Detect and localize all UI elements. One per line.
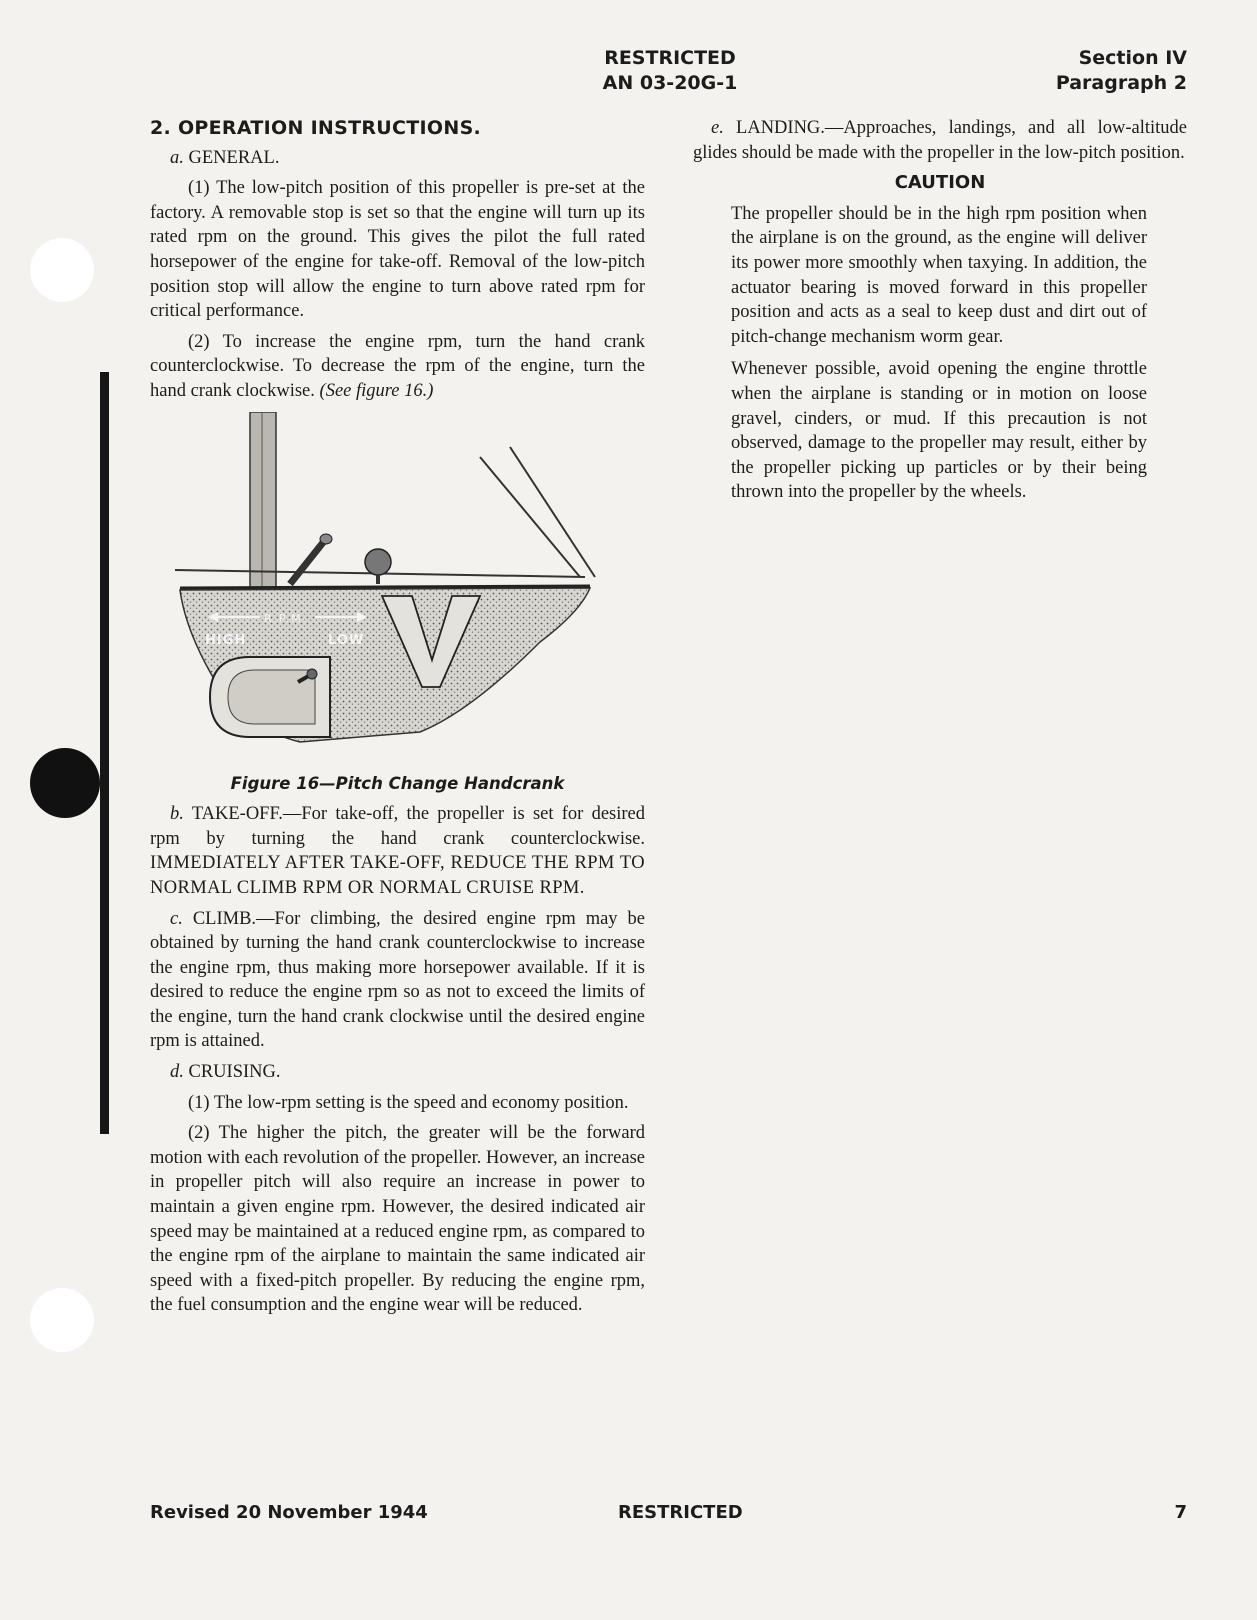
header-paragraph: Paragraph 2 (1055, 72, 1187, 94)
page-number: 7 (1174, 1502, 1187, 1523)
figure-caption: Figure 16—Pitch Change Handcrank (230, 773, 565, 793)
footer-revision-date: Revised 20 November 1944 (150, 1502, 428, 1523)
paragraph-b: b. TAKE-OFF.—For take-off, the propeller is set for desired rpm by turning the hand crank counterclockwise. IMMEDIATELY AFTER TAKE-OFF, REDUCE THE RPM TO NORMAL CLIMB RPM OR NORMAL CRUISE RPM. (150, 804, 646, 898)
figure-label-low: LOW (328, 632, 365, 648)
binder-hole-top (30, 238, 94, 302)
page-header-center (560, 46, 780, 96)
binder-hole-middle (30, 748, 100, 818)
figure-label-rpm: R.P.M. (264, 611, 309, 625)
paragraph-b-warning: IMMEDIATELY AFTER TAKE-OFF, REDUCE THE RPM TO NORMAL CLIMB RPM OR NORMAL CRUISE RPM. (150, 853, 645, 898)
paragraph-a2: (2) To increase the engine rpm, turn the hand crank counterclockwise. To decrease the rpm of the engine, turn the hand crank clockwise. (See figure 16.) (150, 331, 645, 401)
paragraph-d1: (1) The low-rpm setting is the speed and economy position. (188, 1092, 629, 1113)
paragraph-e: e. LANDING.—Approaches, landings, and all low-altitude glides should be made with the propeller in the low-pitch position. (693, 118, 1188, 163)
subsection-a-title: a. GENERAL. (170, 147, 280, 168)
header-classification: RESTRICTED (604, 47, 736, 69)
binder-spine-bar (100, 372, 109, 1134)
paragraph-c: c. CLIMB.—For climbing, the desired engine rpm may be obtained by turning the hand crank counterclockwise to increase the engine rpm, thus making more horsepower available. If it is desired to reduce the engine rpm so as not to exceed the limits of the engine, turn the hand crank clockwise until the desired engine rpm is attained. (150, 908, 646, 1052)
figure-reference: (See figure 16.) (319, 380, 434, 401)
handcrank-drawing (150, 412, 645, 772)
footer-classification: RESTRICTED (618, 1502, 743, 1523)
binder-hole-bottom (30, 1288, 94, 1352)
throttle-knob (365, 549, 391, 575)
right-column (693, 116, 1187, 513)
vertical-post (250, 412, 276, 597)
figure-16-illustration (150, 412, 645, 772)
left-column (150, 116, 645, 1324)
caution-paragraph-2: Whenever possible, avoid opening the engine throttle when the airplane is standing or in motion on loose gravel, cinders, or mud. If this precaution is not observed, damage to the propeller may result, either by the propeller picking up particles or by their being thrown into the propeller by the wheels. (731, 359, 1147, 503)
figure-label-high: HIGH (205, 632, 247, 648)
caution-paragraph-1: The propeller should be in the high rpm position when the airplane is on the ground, as the engine will deliver its power more smoothly when taxying. In addition, the actuator bearing is moved forward in this propeller position and acts as a seal to keep dust and dirt out of pitch-change mechanism worm gear. (731, 203, 1147, 347)
section-heading: 2. OPERATION INSTRUCTIONS. (150, 117, 482, 139)
header-section: Section IV (1078, 47, 1187, 69)
caution-title: CAUTION (894, 172, 986, 194)
subsection-d-title: d. CRUISING. (170, 1062, 281, 1083)
paragraph-a1: (1) The low-pitch position of this propeller is pre-set at the factory. A removable stop is set so that the engine will turn up its rated rpm on the ground. This gives the pilot the full rated horsepower of the engine for take-off. Removal of the low-pitch position stop will allow the engine to turn above rated rpm for critical performance. (150, 178, 645, 322)
header-document-number: AN 03-20G-1 (602, 72, 738, 94)
paragraph-d2: (2) The higher the pitch, the greater will be the forward motion with each revolution of the propeller. However, an increase in propeller pitch will also require an increase in power to maintain a given engine rpm. However, the desired indicated air speed may be maintained at a reduced engine rpm, as compared to the engine rpm of the airplane to maintain the same indicated air speed with a fixed-pitch propeller. By reducing the engine rpm, the fuel consumption and the engine wear will be reduced. (150, 1123, 645, 1316)
page-header-right (1056, 46, 1187, 96)
caution-box (693, 202, 1187, 505)
